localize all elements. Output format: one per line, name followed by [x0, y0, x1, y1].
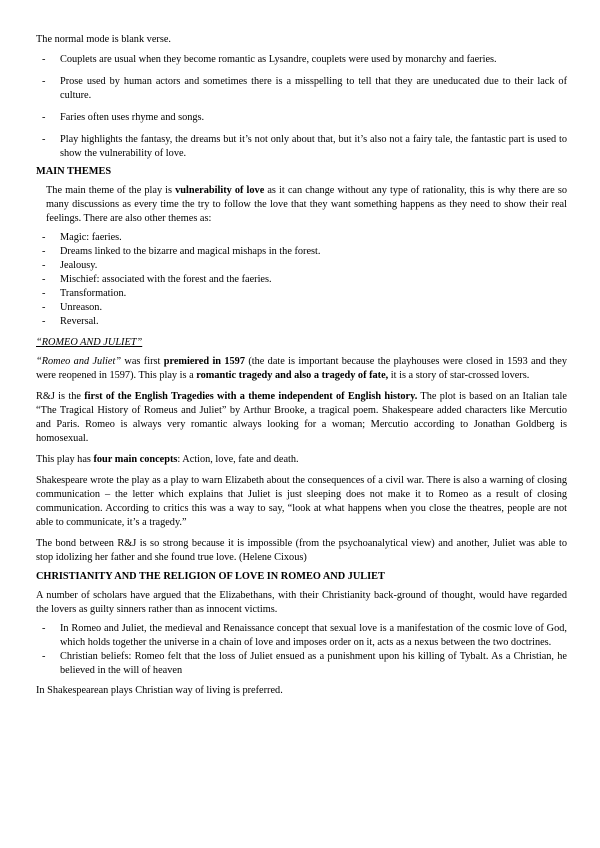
- list-item: - Play highlights the fantasy, the dreams but it’s not only about that, but it’s also not a fairy tale, the fantastic part is used to show the vulnerability of love.: [36, 133, 567, 161]
- intro-line: The normal mode is blank verse.: [36, 34, 171, 45]
- text-run-bold: romantic tragedy and also a tragedy of fate,: [196, 370, 389, 381]
- main-themes-paragraph: [36, 184, 567, 226]
- list-item: - Reversal.: [36, 315, 567, 329]
- christianity-bullet-list: [36, 622, 567, 678]
- text-run: (the date is important because the playhouses were closed in 1593 and they were reopened in 1597). This play is a: [36, 356, 567, 381]
- text-run: as it can change without any type of rationality, this is why there are so many discussions as every time the try to follow the love that they want something happens as they need to show their real feelings. There are also other themes as:: [46, 185, 567, 224]
- list-item: - Faries often uses rhyme and songs.: [36, 111, 567, 125]
- christianity-heading: CHRISTIANITY AND THE RELIGION OF LOVE IN ROMEO AND JULIET: [36, 571, 385, 582]
- text-run: The plot is based on an Italian tale “The Tragical History of Romeus and Juliet” by Arthur Brooke, a tragical poem. Shakespeare added characters like Mercutio and Paris. Romeo is always very romantic always looking for a woman; Mercutio according to Jonathan Goldberg is homosexual.: [36, 391, 567, 444]
- text-run: : Action, love, fate and death.: [177, 454, 299, 465]
- romeo-heading: “ROMEO AND JULIET”: [36, 337, 143, 348]
- list-item: - Unreason.: [36, 301, 567, 315]
- themes-list: [36, 231, 567, 329]
- christianity-closing: In Shakespearean plays Christian way of living is preferred.: [36, 685, 283, 696]
- text-run: This play has: [36, 454, 94, 465]
- romeo-paragraph-5: The bond between R&J is so strong because it is impossible (from the psychoanalytical view) and another, Juliet was able to stop idolizing her father and she found true love. (Helene Cixous): [36, 538, 567, 563]
- text-run-bold: premiered in 1597: [163, 356, 245, 367]
- list-item: - Mischief: associated with the forest and the faeries.: [36, 273, 567, 287]
- intro-bullet-list: [36, 53, 567, 161]
- list-item: - In Romeo and Juliet, the medieval and Renaissance concept that sexual love is a manifestation of the cosmic love of God, which holds together the universe in a chain of love and imposes order on it, acts as a nexus between the two doctrines.: [36, 622, 567, 650]
- christianity-paragraph: A number of scholars have argued that the Elizabethans, with their Christianity back-ground of thought, would have regarded the lovers as guilty sinners rather than as innocent victims.: [36, 590, 567, 615]
- romeo-paragraph-4: Shakespeare wrote the play as a play to warn Elizabeth about the consequences of a civil war. There is also a warning of closing communication – the letter which explains that Juliet is just sleeping does not make it to Romeo as a result of closing communication. According to critics this was a way to say, “look at what happens when you close the theatres, people are not able to communicate, it’s a tragedy.”: [36, 475, 567, 528]
- romeo-paragraph-2: [36, 390, 567, 446]
- text-run: The main theme of the play is: [46, 185, 176, 196]
- list-item: - Dreams linked to the bizarre and magical mishaps in the forest.: [36, 245, 567, 259]
- list-item: - Christian beliefs: Romeo felt that the loss of Juliet ensued as a punishment upon his killing of Tybalt. As a Christian, he believed in the will of heaven: [36, 650, 567, 678]
- text-run-italic: “Romeo and Juliet”: [36, 356, 122, 367]
- list-item: - Magic: faeries.: [36, 231, 567, 245]
- list-item: - Jealousy.: [36, 259, 567, 273]
- text-run-bold: first of the English Tragedies with a theme independent of English history.: [84, 391, 418, 402]
- text-run-bold: four main concepts: [93, 454, 178, 465]
- romeo-paragraph-3: [36, 453, 567, 467]
- document-page: [36, 33, 567, 698]
- text-run: was first: [121, 356, 164, 367]
- text-run: it is a story of star-crossed lovers.: [388, 370, 530, 381]
- list-item: - Couplets are usual when they become romantic as Lysandre, couplets were used by monarchy and faeries.: [36, 53, 567, 67]
- list-item: - Prose used by human actors and sometimes there is a misspelling to tell that they are uneducated due to their lack of culture.: [36, 75, 567, 103]
- romeo-paragraph-1: [36, 355, 567, 383]
- main-themes-heading: MAIN THEMES: [36, 166, 112, 177]
- text-run: R&J is the: [36, 391, 85, 402]
- list-item: - Transformation.: [36, 287, 567, 301]
- text-run-bold: vulnerability of love: [175, 185, 265, 196]
